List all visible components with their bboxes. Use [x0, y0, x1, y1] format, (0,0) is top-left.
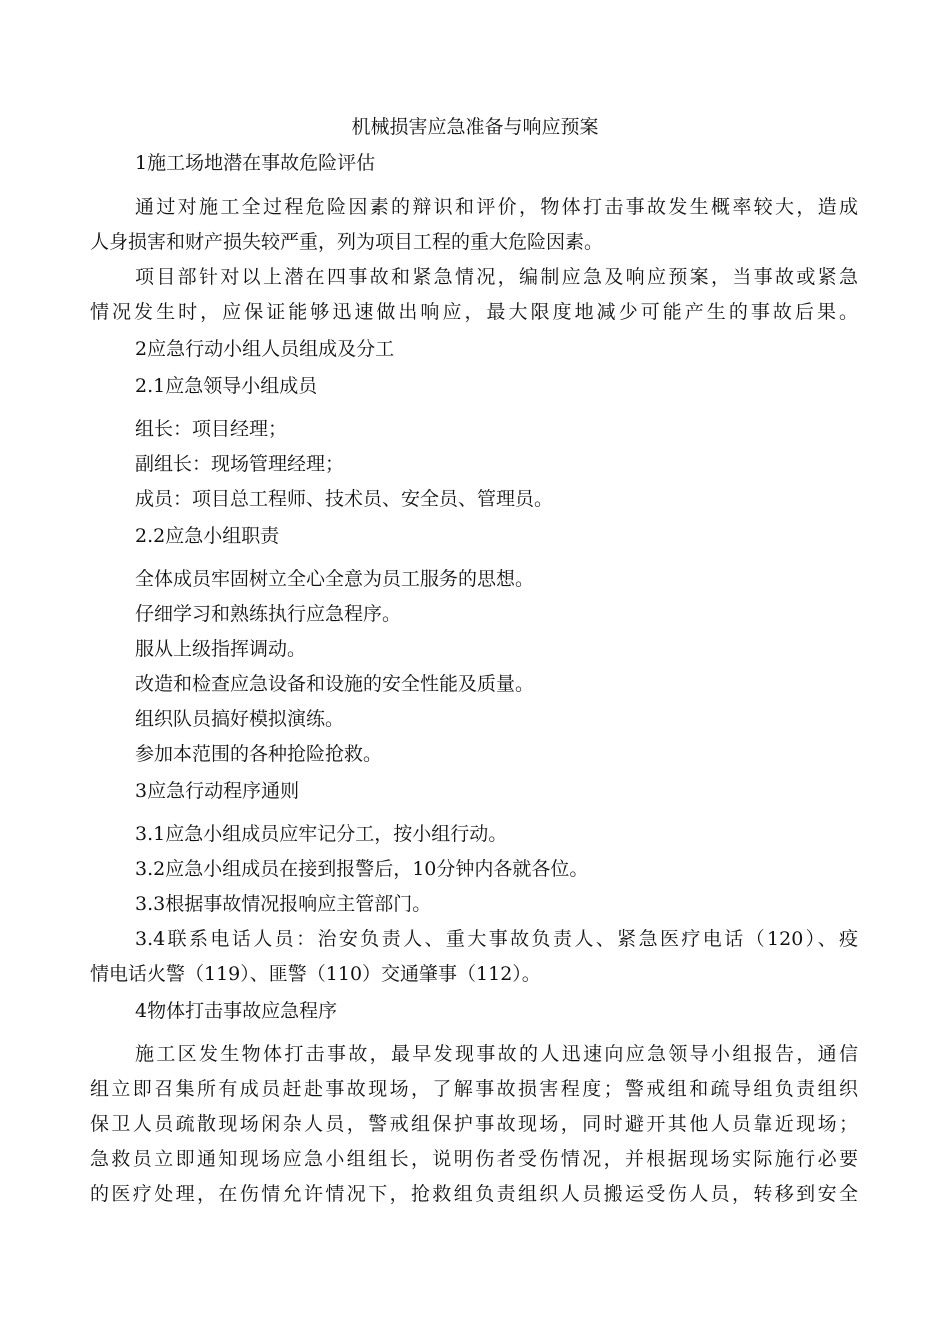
list-item: 仔细学习和熟练执行应急程序。 [135, 603, 402, 625]
paragraph-line: 急救员立即通知现场应急小组组长，说明伤者受伤情况，并根据现场实际施行必要 [90, 1148, 858, 1170]
heading-2: 2应急行动小组人员组成及分工 [135, 338, 395, 360]
list-item: 3.1应急小组成员应牢记分工，按小组行动。 [135, 823, 508, 845]
paragraph-line: 3.4联系电话人员：治安负责人、重大事故负责人、紧急医疗电话（120）、疫 [135, 928, 858, 950]
list-item: 参加本范围的各种抢险抢救。 [135, 743, 383, 765]
paragraph-line: 组立即召集所有成员赶赴事故现场，了解事故损害程度；警戒组和疏导组负责组织 [90, 1078, 858, 1100]
document-title: 机械损害应急准备与响应预案 [351, 116, 599, 138]
paragraph-line: 通过对施工全过程危险因素的辩识和评价，物体打击事故发生概率较大，造成 [135, 196, 858, 218]
list-item: 组织队员搞好模拟演练。 [135, 708, 345, 730]
heading-2-1: 2.1应急领导小组成员 [135, 375, 318, 397]
paragraph-line: 保卫人员疏散现场闲杂人员，警戒组保护事故现场，同时避开其他人员靠近现场； [90, 1113, 858, 1135]
list-item: 改造和检查应急设备和设施的安全性能及质量。 [135, 673, 535, 695]
list-item: 成员：项目总工程师、技术员、安全员、管理员。 [135, 488, 554, 510]
list-item: 组长：项目经理； [135, 418, 288, 440]
paragraph-line: 项目部针对以上潜在四事故和紧急情况，编制应急及响应预案，当事故或紧急 [135, 266, 858, 288]
list-item: 副组长：现场管理经理； [135, 453, 345, 475]
heading-3: 3应急行动程序通则 [135, 780, 300, 802]
heading-1: 1施工场地潜在事故危险评估 [135, 152, 376, 174]
paragraph-line: 施工区发生物体打击事故，最早发现事故的人迅速向应急领导小组报告，通信 [135, 1043, 858, 1065]
list-item: 服从上级指挥调动。 [135, 638, 307, 660]
list-item: 3.2应急小组成员在接到报警后，10分钟内各就各位。 [135, 858, 589, 880]
paragraph-line: 情况发生时，应保证能够迅速做出响应，最大限度地减少可能产生的事故后果。 [90, 301, 858, 323]
list-item: 3.3根据事故情况报响应主管部门。 [135, 893, 432, 915]
paragraph-line: 情电话火警（119）、匪警（110）交通肇事（112）。 [90, 963, 541, 985]
list-item: 全体成员牢固树立全心全意为员工服务的思想。 [135, 568, 535, 590]
heading-2-2: 2.2应急小组职责 [135, 525, 280, 547]
heading-4: 4物体打击事故应急程序 [135, 1000, 338, 1022]
paragraph-line: 的医疗处理，在伤情允许情况下，抢救组负责组织人员搬运受伤人员，转移到安全 [90, 1183, 858, 1205]
paragraph-line: 人身损害和财产损失较严重，列为项目工程的重大危险因素。 [90, 231, 604, 253]
